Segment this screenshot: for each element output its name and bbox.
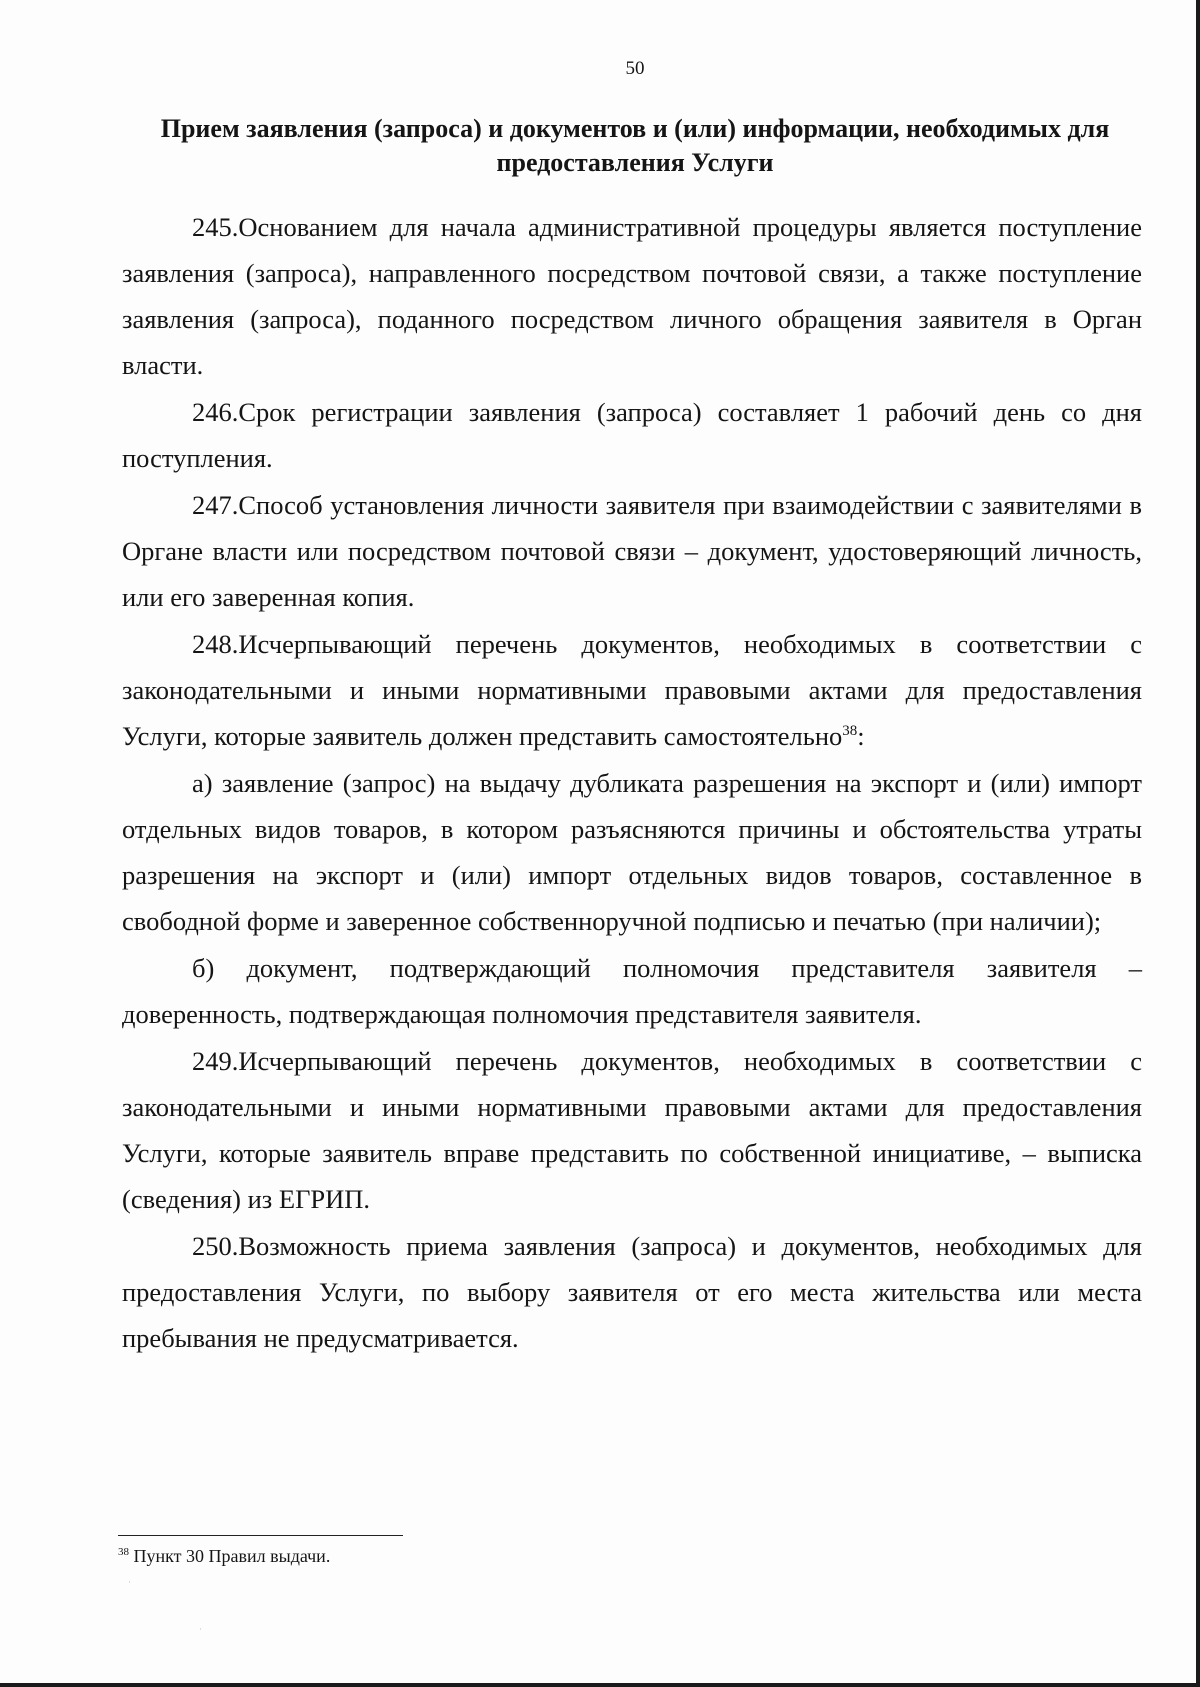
paragraph-text: Исчерпывающий перечень документов, необходимых в соответствии с законодательными и иными нормативными правовыми актами для предоставления Услуги, которые заявитель вправе представить по собственной инициативе, – выписка (сведения) из ЕГРИП.	[122, 1046, 1142, 1214]
page-number: 50	[625, 58, 645, 79]
paragraph-246	[122, 389, 1142, 481]
paragraph-text: Исчерпывающий перечень документов, необходимых в соответствии с законодательными и иными нормативными правовыми актами для предоставления Услуги, которые заявитель должен представить самостоятельно	[122, 629, 1142, 751]
footnote-marker: 38	[118, 1546, 129, 1558]
document-body	[122, 204, 1142, 1361]
paragraph-text: Возможность приема заявления (запроса) и документов, необходимых для предоставления Услуги, по выбору заявителя от его места жительства или места пребывания не предусматривается.	[122, 1231, 1142, 1353]
sub-item-a	[122, 760, 1142, 944]
paragraph-number: 248.	[192, 629, 239, 659]
paragraph-text: Способ установления личности заявителя при взаимодействии с заявителями в Органе власти или посредством почтовой связи – документ, удостоверяющий личность, или его заверенная копия.	[122, 490, 1142, 612]
scan-border-right	[1196, 0, 1200, 1687]
paragraph-247	[122, 482, 1142, 620]
section-heading: Прием заявления (запроса) и документов и (или) информации, необходимых для предоставления Услуги	[160, 114, 1110, 177]
paragraph-249	[122, 1038, 1142, 1222]
paragraph-text: б) документ, подтверждающий полномочия представителя заявителя – доверенность, подтверждающая полномочия представителя заявителя.	[122, 953, 1142, 1029]
paragraph-tail: :	[857, 721, 865, 751]
footnote-divider	[118, 1535, 403, 1536]
scan-speck: ·	[199, 1624, 202, 1634]
paragraph-number: 245.	[192, 212, 239, 242]
paragraph-250	[122, 1223, 1142, 1361]
paragraph-number: 249.	[192, 1046, 239, 1076]
paragraph-number: 250.	[192, 1231, 239, 1261]
sub-item-b	[122, 945, 1142, 1037]
footnote-reference: 38	[842, 723, 858, 740]
scan-speck: ·	[128, 1577, 131, 1587]
paragraph-245	[122, 204, 1142, 388]
paragraph-248	[122, 621, 1142, 759]
scan-border-bottom	[0, 1683, 1200, 1687]
paragraph-text: Основанием для начала административной процедуры является поступление заявления (запроса), направленного посредством почтовой связи, а также поступление заявления (запроса), поданного посредством личного обращения заявителя в Орган власти.	[122, 212, 1142, 380]
footnote-text: Пункт 30 Правил выдачи.	[133, 1546, 331, 1566]
paragraph-text: Срок регистрации заявления (запроса) составляет 1 рабочий день со дня поступления.	[122, 397, 1142, 473]
footnote	[118, 1544, 330, 1568]
paragraph-number: 246.	[192, 397, 239, 427]
paragraph-text: а) заявление (запрос) на выдачу дубликата разрешения на экспорт и (или) импорт отдельных видов товаров, в котором разъясняются причины и обстоятельства утраты разрешения на экспорт и (или) импорт отдельных видов товаров, составленное в свободной форме и заверенное собственноручной подписью и печатью (при наличии);	[122, 768, 1142, 936]
paragraph-number: 247.	[192, 490, 239, 520]
